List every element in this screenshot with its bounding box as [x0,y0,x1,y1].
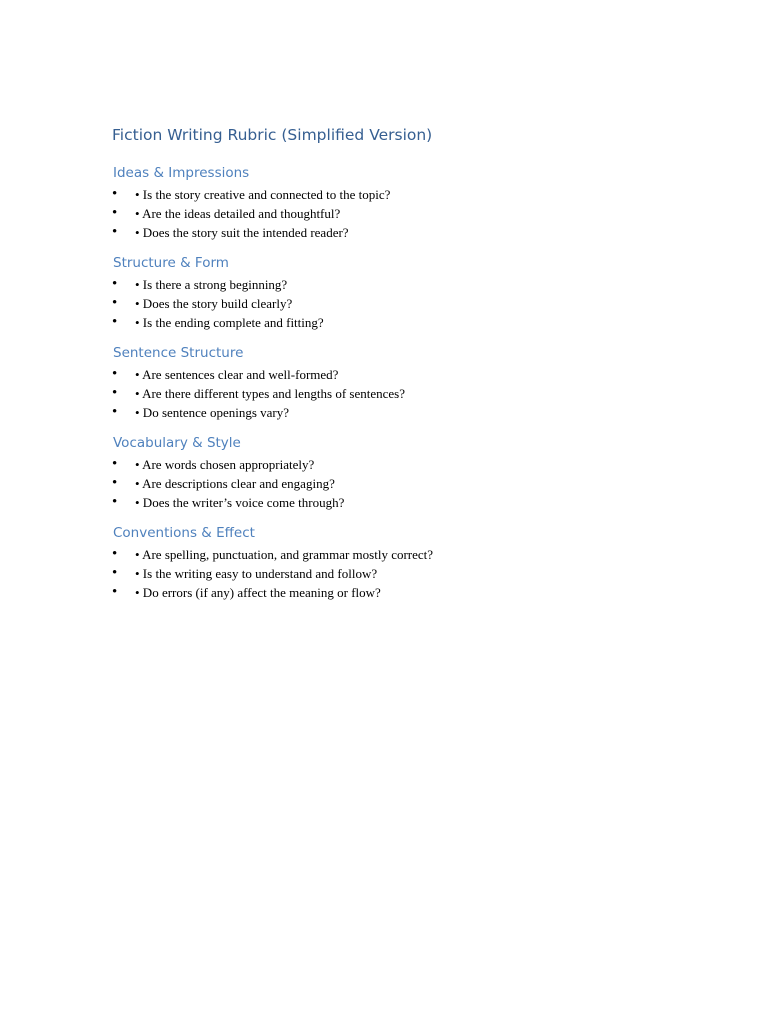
list-item [112,223,672,242]
list-item-text: • Is the writing easy to understand and follow? [135,566,378,581]
list-item [112,455,672,474]
list-item-text: • Are the ideas detailed and thoughtful? [135,206,341,221]
bullet-list [112,275,672,332]
list-item [112,204,672,223]
bullet-icon: • [112,295,118,311]
bullet-icon: • [112,565,118,581]
list-item [112,403,672,422]
section-heading: Vocabulary & Style [113,435,241,451]
list-item-text: • Does the writer’s voice come through? [135,495,345,510]
document-body [112,124,672,613]
list-item-text: • Does the story suit the intended reader? [135,225,349,240]
list-item-text: • Do errors (if any) affect the meaning or flow? [135,585,381,600]
list-item-text: • Do sentence openings vary? [135,405,290,420]
bullet-icon: • [112,546,118,562]
bullet-icon: • [112,224,118,240]
bullet-icon: • [112,366,118,382]
list-item [112,583,672,602]
bullet-icon: • [112,385,118,401]
list-item [112,564,672,583]
bullet-icon: • [112,584,118,600]
list-item [112,493,672,512]
bullet-list [112,545,672,602]
section-ideas-impressions [112,163,672,242]
list-item-text: • Is the ending complete and fitting? [135,315,324,330]
section-sentence-structure [112,343,672,422]
bullet-icon: • [112,404,118,420]
list-item-text: • Does the story build clearly? [135,296,293,311]
list-item [112,313,672,332]
section-vocabulary-style [112,433,672,512]
section-structure-form [112,253,672,332]
bullet-list [112,455,672,512]
list-item-text: • Is there a strong beginning? [135,277,288,292]
list-item-text: • Are there different types and lengths of sentences? [135,386,405,401]
list-item [112,545,672,564]
list-item-text: • Are descriptions clear and engaging? [135,476,335,491]
bullet-icon: • [112,276,118,292]
list-item-text: • Are sentences clear and well-formed? [135,367,339,382]
list-item [112,294,672,313]
section-heading: Conventions & Effect [113,525,255,541]
bullet-icon: • [112,475,118,491]
bullet-icon: • [112,314,118,330]
section-heading: Sentence Structure [113,345,244,361]
list-item-text: • Is the story creative and connected to the topic? [135,187,391,202]
list-item [112,185,672,204]
list-item [112,275,672,294]
section-heading: Structure & Form [113,255,229,271]
bullet-icon: • [112,494,118,510]
section-conventions-effect [112,523,672,602]
bullet-icon: • [112,205,118,221]
list-item [112,474,672,493]
list-item-text: • Are words chosen appropriately? [135,457,315,472]
bullet-icon: • [112,186,118,202]
bullet-list [112,365,672,422]
list-item [112,365,672,384]
list-item [112,384,672,403]
document-title: Fiction Writing Rubric (Simplified Version) [112,126,433,144]
bullet-list [112,185,672,242]
bullet-icon: • [112,456,118,472]
list-item-text: • Are spelling, punctuation, and grammar mostly correct? [135,547,434,562]
section-heading: Ideas & Impressions [113,165,250,181]
